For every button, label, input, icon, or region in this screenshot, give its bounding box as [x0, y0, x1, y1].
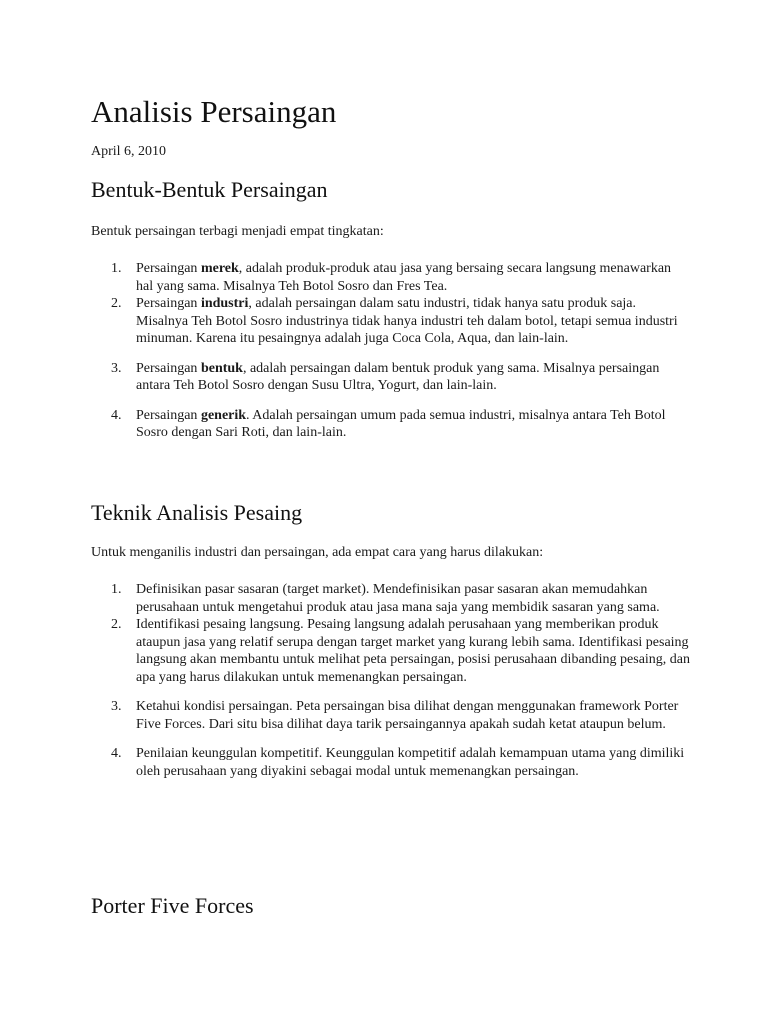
- list-item: 2. Identifikasi pesaing langsung. Pesaing langsung adalah perusahaan yang memberikan produk ataupun jasa yang relatif serupa dengan target market yang kurang lebih sama. Identifikasi pesaing langsung akan membantu untuk melihat peta persaingan, posisi perusahaan dibanding pesaing, dan apa yang harus dilakukan untuk memenangkan persaingan.: [111, 617, 691, 685]
- list-item: 3. Persaingan bentuk, adalah persaingan dalam bentuk produk yang sama. Misalnya persaingan antara Teh Botol Sosro dengan Susu Ultra, Yogurt, dan lain-lain.: [111, 360, 660, 393]
- list-item: 3. Ketahui kondisi persaingan. Peta persaingan bisa dilihat dengan menggunakan framework Porter Five Forces. Dari situ bisa dilihat daya tarik persaingannya apakah sudah ketat ataupun belum.: [111, 699, 679, 732]
- section-heading-teknik: Teknik Analisis Pesaing: [91, 500, 303, 525]
- section-heading-bentuk: Bentuk-Bentuk Persaingan: [91, 177, 328, 202]
- list-bentuk-persaingan: [91, 260, 691, 442]
- post-date: April 6, 2010: [91, 144, 167, 159]
- section-intro-bentuk: Bentuk persaingan terbagi menjadi empat tingkatan:: [91, 224, 384, 239]
- list-item: 4. Persaingan generik. Adalah persaingan umum pada semua industri, misalnya antara Teh Botol Sosro dengan Sari Roti, dan lain-lain.: [111, 407, 666, 440]
- list-item: 1. Definisikan pasar sasaran (target market). Mendefinisikan pasar sasaran akan memudahkan perusahaan untuk mengetahui produk atau jasa mana saja yang membidik sasaran yang sama.: [111, 582, 660, 615]
- list-teknik-analisis: [91, 581, 691, 780]
- list-item: 1. Persaingan merek, adalah produk-produk atau jasa yang bersaing secara langsung menawarkan hal yang sama. Misalnya Teh Botol Sosro dan Fres Tea.: [111, 261, 672, 294]
- list-item: 4. Penilaian keunggulan kompetitif. Keunggulan kompetitif adalah kemampuan utama yang dimiliki oleh perusahaan yang diyakini sebagai modal untuk memenangkan persaingan.: [111, 746, 685, 779]
- section-heading-porter: Porter Five Forces: [91, 893, 254, 918]
- list-item: 2. Persaingan industri, adalah persaingan dalam satu industri, tidak hanya satu produk saja. Misalnya Teh Botol Sosro industrinya tidak hanya industri teh dalam botol, tetapi semua industri minuman. Karena itu pesaingnya adalah juga Coca Cola, Aqua, dan lain-lain.: [111, 296, 678, 346]
- page-title: Analisis Persaingan: [91, 94, 337, 129]
- section-intro-teknik: Untuk menganilis industri dan persaingan, ada empat cara yang harus dilakukan:: [91, 545, 544, 560]
